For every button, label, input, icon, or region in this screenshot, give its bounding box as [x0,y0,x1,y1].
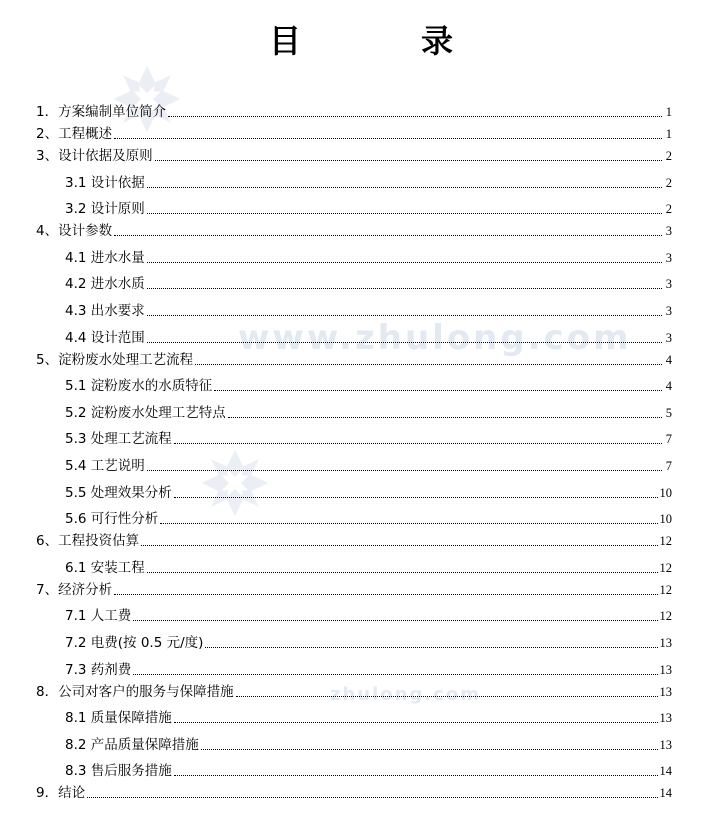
toc-entry[interactable] [36,726,672,753]
toc-entry-page: 7 [665,432,672,447]
toc-entry-label: 3.2 设计原则 [65,201,145,218]
toc-entry[interactable] [36,447,672,474]
toc-entry[interactable] [36,239,672,266]
toc-entry-label: 5.5 处理效果分析 [65,484,172,501]
toc-entry-page: 12 [659,534,672,549]
toc-dot-leader [205,646,657,648]
toc-entry[interactable] [36,98,672,120]
toc-entry-label: 7.2 电费(按 0.5 元/度) [65,634,204,651]
watermark-text-small: zhulong.com [330,684,481,705]
toc-entry-label: 3、设计依据及原则 [36,148,153,164]
toc-entry-label: 9．结论 [36,785,86,802]
toc-entry-page: 2 [665,149,672,163]
toc-entry-page: 7 [665,458,672,473]
toc-entry[interactable] [36,549,672,576]
toc-entry-label: 8.3 售后服务措施 [65,763,172,780]
toc-dot-leader [147,341,662,343]
toc-dot-leader [133,619,657,621]
toc-entry-label: 8.1 质量保障措施 [65,710,172,727]
toc-entry-label: 5.6 可行性分析 [65,511,159,528]
toc-entry[interactable] [36,474,672,501]
toc-dot-leader [147,212,662,214]
toc-dot-leader [174,496,658,498]
toc-entry[interactable] [36,217,672,239]
toc-entry[interactable] [36,421,672,448]
toc-entry-label: 3.1 设计依据 [65,174,145,191]
toc-dot-leader [147,186,662,188]
toc-dot-leader [141,544,657,546]
toc-dot-leader [147,261,662,263]
toc-entry-label: 5.2 淀粉废水处理工艺特点 [65,404,226,421]
toc-entry-page: 13 [659,684,672,699]
toc-entry-label: 5.4 工艺说明 [65,457,145,474]
toc-dot-leader [114,593,657,595]
toc-entry[interactable] [36,368,672,395]
toc-dot-leader [160,522,657,524]
toc-entry[interactable] [36,346,672,368]
toc-entry[interactable] [36,624,672,651]
toc-entry-page: 3 [665,224,672,239]
toc-entry-label: 7.1 人工费 [65,608,132,625]
toc-entry-page: 10 [659,512,672,527]
page-title: 目 录 [268,22,497,60]
toc-dot-leader [155,159,662,161]
toc-dot-leader [228,416,662,418]
toc-entry-page: 13 [659,711,672,726]
toc-entry-page: 14 [659,764,672,779]
toc-entry-label: 5.3 处理工艺流程 [65,431,172,448]
toc-entry-page: 12 [659,582,672,597]
toc-entry-page: 4 [665,352,672,367]
toc-entry[interactable] [36,266,672,293]
toc-entry-page: 2 [665,202,672,217]
table-of-contents [36,98,672,801]
toc-entry-label: 6.1 安装工程 [65,559,145,576]
toc-entry-label: 2、工程概述 [36,126,113,142]
toc-entry-label: 4.1 进水水量 [65,249,145,266]
toc-entry[interactable] [36,527,672,549]
toc-entry-label: 4.4 设计范围 [65,329,145,346]
toc-entry-label: 1．方案编制单位简介 [36,104,167,120]
toc-dot-leader [174,774,658,776]
toc-entry[interactable] [36,598,672,625]
toc-entry[interactable] [36,164,672,191]
toc-entry-page: 10 [659,485,672,500]
toc-entry-page: 12 [659,609,672,624]
toc-entry[interactable] [36,753,672,780]
toc-entry-label: 6、工程投资估算 [36,533,140,550]
toc-entry[interactable] [36,319,672,346]
toc-entry[interactable] [36,120,672,142]
toc-dot-leader [147,469,662,471]
toc-entry-page: 2 [665,175,672,190]
toc-dot-leader [195,363,662,365]
toc-entry-label: 7、经济分析 [36,581,113,598]
toc-entry-label: 4.2 进水水质 [65,276,145,293]
toc-entry-page: 1 [665,127,672,141]
toc-entry-page: 13 [659,635,672,650]
toc-dot-leader [201,748,658,750]
toc-entry-label: 8.2 产品质量保障措施 [65,736,199,753]
toc-entry-page: 3 [665,303,672,318]
toc-entry[interactable] [36,779,672,801]
toc-dot-leader [174,721,658,723]
toc-entry-page: 3 [665,277,672,292]
toc-entry[interactable] [36,651,672,678]
toc-entry[interactable] [36,501,672,528]
toc-entry-page: 3 [665,330,672,345]
toc-entry[interactable] [36,292,672,319]
toc-dot-leader [114,137,662,139]
toc-dot-leader [133,673,657,675]
toc-dot-leader [87,796,657,798]
toc-dot-leader [147,287,662,289]
toc-entry[interactable] [36,576,672,598]
toc-entry-page: 14 [659,786,672,801]
toc-entry-page: 3 [665,250,672,265]
toc-dot-leader [168,115,662,117]
toc-entry-page: 13 [659,662,672,677]
toc-entry[interactable] [36,678,672,700]
toc-dot-leader [147,571,658,573]
toc-entry-label: 8．公司对客户的服务与保障措施 [36,683,234,700]
toc-entry-label: 4、设计参数 [36,223,113,240]
toc-entry-page: 1 [665,105,672,119]
toc-entry[interactable] [36,191,672,218]
toc-dot-leader [236,695,658,697]
toc-dot-leader [174,442,662,444]
toc-entry-label: 5、淀粉废水处理工艺流程 [36,351,194,368]
watermark-text: www.zhulong.com [238,318,632,358]
toc-dot-leader [147,314,662,316]
toc-dot-leader [214,389,662,391]
toc-entry[interactable] [36,700,672,727]
toc-entry-page: 12 [659,560,672,575]
toc-entry-page: 4 [665,379,672,394]
toc-entry-label: 7.3 药剂费 [65,661,132,678]
toc-entry-page: 5 [665,405,672,420]
toc-entry-page: 13 [659,737,672,752]
toc-dot-leader [114,234,662,236]
toc-entry-label: 5.1 淀粉废水的水质特征 [65,378,213,395]
toc-entry[interactable] [36,142,672,164]
toc-entry[interactable] [36,394,672,421]
toc-entry-label: 4.3 出水要求 [65,302,145,319]
